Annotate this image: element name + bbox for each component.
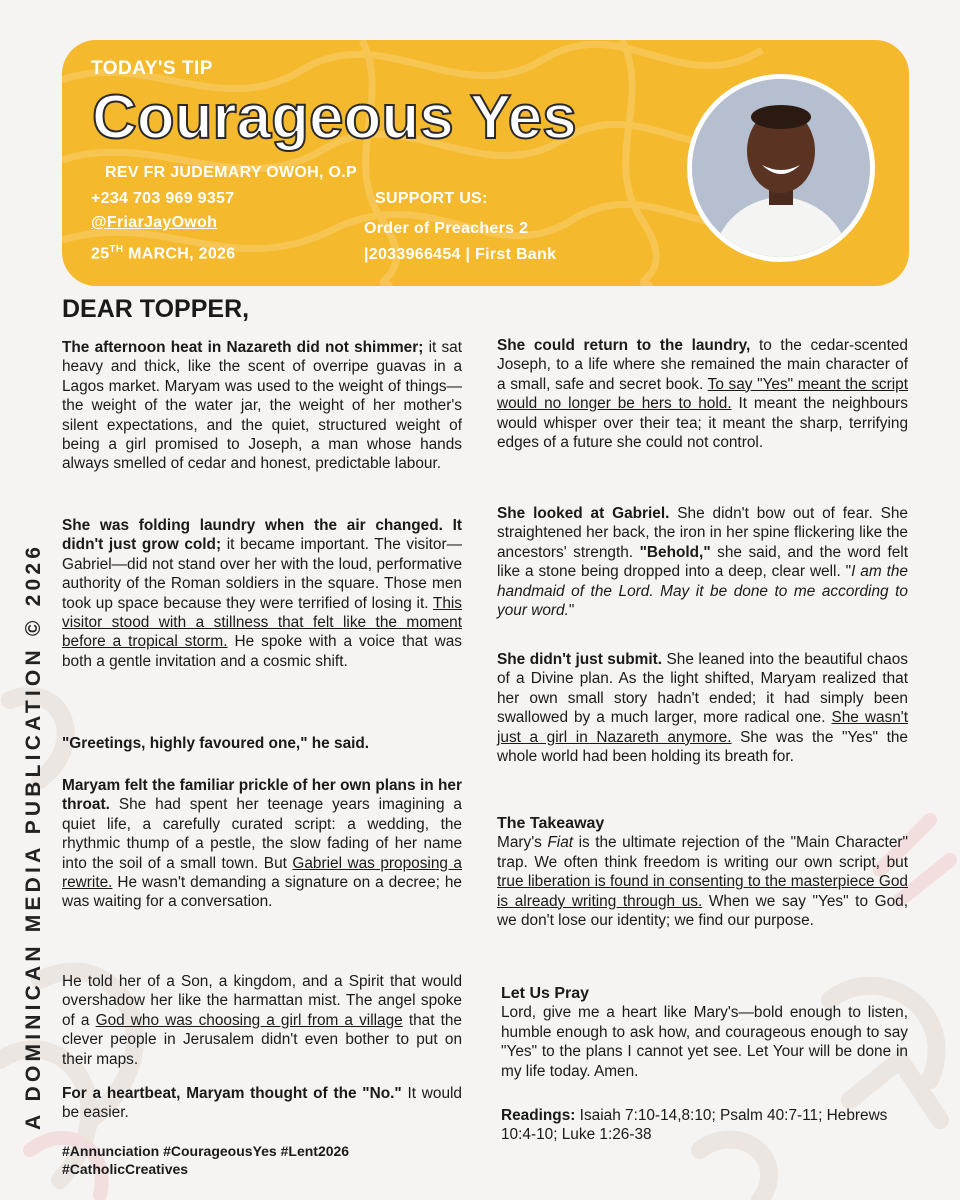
- date-rest: MARCH, 2026: [123, 245, 236, 263]
- paragraph-8-text1: She didn't bow out of fear. She straightened her back, the iron in her spine flickering like the ancestors' strength.: [497, 505, 908, 561]
- author-name: REV FR JUDEMARY OWOH, O.P: [105, 164, 357, 181]
- paragraph-8-text2: she said, and the word felt like a stone being dropped into a deep, clear well. ": [497, 543, 908, 581]
- paragraph-2: [62, 516, 462, 671]
- paragraph-8-text3: ": [568, 602, 575, 620]
- behold-quote: "Behold,": [639, 543, 711, 561]
- paragraph-7: [497, 336, 908, 452]
- hashtags-line-1: #Annunciation #CourageousYes #Lent2026: [62, 1143, 350, 1159]
- publication-date: [91, 244, 235, 263]
- prayer-text: Lord, give me a heart like Mary's—bold enough to listen, humble enough to ask how, and courageous enough to say "Yes" to the plans I cannot yet see. Let Your will be done in my life today. Amen.: [501, 1004, 908, 1080]
- paragraph-7-text2: It meant the neighbours would whisper over their tea; it meant the sharp, terrifying edges of a future she could not control.: [497, 395, 908, 452]
- avatar-portrait-icon: [692, 79, 870, 257]
- support-account-line1: Order of Preachers 2: [364, 220, 529, 237]
- handmaid-quote: I am the handmaid of the Lord. May it be done to me according to your word.: [497, 563, 908, 620]
- tip-label: TODAY'S TIP: [91, 58, 213, 79]
- paragraph-9-underlined: She wasn't just a girl in Nazareth anymore.: [497, 709, 908, 746]
- side-publication-text: A DOMINICAN MEDIA PUBLICATION © 2026: [22, 542, 45, 1130]
- paragraph-5-text1: He told her of a Son, a kingdom, and a Spirit that would overshadow her like the harmattan mist. The angel spoke of a: [62, 973, 462, 1029]
- paragraph-9-lead: She didn't just submit.: [497, 651, 663, 668]
- paragraph-2-lead: She was folding laundry when the air changed. It didn't just grow cold;: [62, 517, 462, 554]
- letter-content: [62, 295, 910, 1190]
- paragraph-6: [62, 1084, 462, 1123]
- page-title: Courageous Yes: [92, 83, 577, 152]
- fiat-word: Fiat: [547, 834, 574, 852]
- paragraph-4: [62, 776, 462, 912]
- paragraph-4-text1: She had spent her teenage years imagining a quiet life, a carefully curated script: a wedding, the rhythmic thump of a pestle, the slow fading of her name into the soil of a small town. But: [62, 796, 462, 872]
- paragraph-8: [497, 504, 908, 620]
- takeaway-heading: The Takeaway: [497, 815, 605, 832]
- paragraph-1-lead: The afternoon heat in Nazareth did not shimmer;: [62, 339, 424, 356]
- date-suffix: TH: [109, 244, 124, 255]
- date-day: 25: [91, 245, 110, 263]
- paragraph-5: [62, 972, 462, 1069]
- phone-number: +234 703 969 9357: [91, 190, 235, 207]
- paragraph-7-lead: She could return to the laundry,: [497, 337, 751, 354]
- paragraph-3: "Greetings, highly favoured one," he said.: [62, 735, 370, 752]
- prayer-section: [501, 984, 908, 1081]
- paragraph-2-text2: He spoke with a voice that was both a gentle invitation and a cosmic shift.: [62, 633, 462, 670]
- paragraph-9: [497, 650, 908, 766]
- support-account-line2: |2033966454 | First Bank: [364, 246, 557, 263]
- hashtags-line-2: #CatholicCreatives: [62, 1161, 189, 1177]
- readings-label: Readings:: [501, 1107, 576, 1124]
- prayer-heading: Let Us Pray: [501, 985, 590, 1002]
- paragraph-9-text1: She leaned into the beautiful chaos of a Divine plan. As the light shifted, Maryam realized that her own small story hadn't ended; it had simply been swallowed by a much larger, more radical one.: [497, 651, 908, 727]
- paragraph-7-text1: to the cedar-scented Joseph, to a life where she remained the main character of a small, safe and secret book.: [497, 337, 908, 393]
- paragraph-6-lead: For a heartbeat, Maryam thought of the "No.": [62, 1085, 402, 1102]
- paragraph-5-text2: that the clever people in Jerusalem didn't even bother to put on their maps.: [62, 1011, 462, 1068]
- author-avatar: [687, 74, 875, 262]
- paragraph-6-text: It would be easier.: [62, 1085, 462, 1122]
- paragraph-7-underlined: To say "Yes" meant the script would no longer be hers to hold.: [497, 375, 908, 413]
- paragraph-2-text1: it became important. The visitor—Gabriel—did not stand over her with the loud, performative authority of the Roman soldiers in the square. Those men took up space because they were terrified of losing it.: [62, 536, 462, 612]
- paragraph-4-underlined: Gabriel was proposing a rewrite.: [62, 854, 462, 892]
- header-banner: [62, 40, 909, 286]
- hashtags: [62, 1142, 349, 1178]
- paragraph-4-lead: Maryam felt the familiar prickle of her own plans in her throat.: [62, 777, 462, 814]
- takeaway-text3: When we say "Yes" to God, we don't lose our identity; we find our purpose.: [497, 892, 908, 930]
- paragraph-8-lead: She looked at Gabriel.: [497, 505, 670, 522]
- paragraph-4-text2: He wasn't demanding a signature on a decree; he was waiting for a conversation.: [62, 874, 462, 911]
- takeaway-text1: Mary's: [497, 834, 548, 852]
- paragraph-1-text: it sat heavy and thick, like the scent of overripe guavas in a Lagos market. Maryam was used to the weight of things—the weight of the water jar, the weight of her mother's silent expectations, and the quiet, structured weight of being a girl promised to Joseph, a man whose hands always smelled of cedar and honest, predictable labour.: [62, 339, 463, 473]
- support-label: SUPPORT US:: [375, 190, 488, 207]
- paragraph-2-underlined: This visitor stood with a stillness that felt like the moment before a tropical storm.: [62, 594, 462, 651]
- takeaway-text2: is the ultimate rejection of the "Main Character" trap. We often think freedom is writing our own script, but: [497, 834, 908, 871]
- readings-text: Isaiah 7:10-14,8:10; Psalm 40:7-11; Hebrews 10:4-10; Luke 1:26-38: [501, 1107, 888, 1144]
- social-handle-link[interactable]: @FriarJayOwoh: [91, 214, 218, 231]
- paragraph-1: [62, 338, 462, 474]
- paragraph-9-text2: She was the "Yes" the whole world had been holding its breath for.: [497, 728, 908, 766]
- takeaway-text: [497, 833, 908, 930]
- greeting-heading: DEAR TOPPER,: [62, 295, 250, 323]
- readings: [501, 1106, 908, 1145]
- takeaway-section: [497, 814, 908, 930]
- paragraph-5-underlined: God who was choosing a girl from a village: [95, 1011, 403, 1029]
- takeaway-underlined: true liberation is found in consenting to the masterpiece God is already writing through us.: [497, 873, 908, 910]
